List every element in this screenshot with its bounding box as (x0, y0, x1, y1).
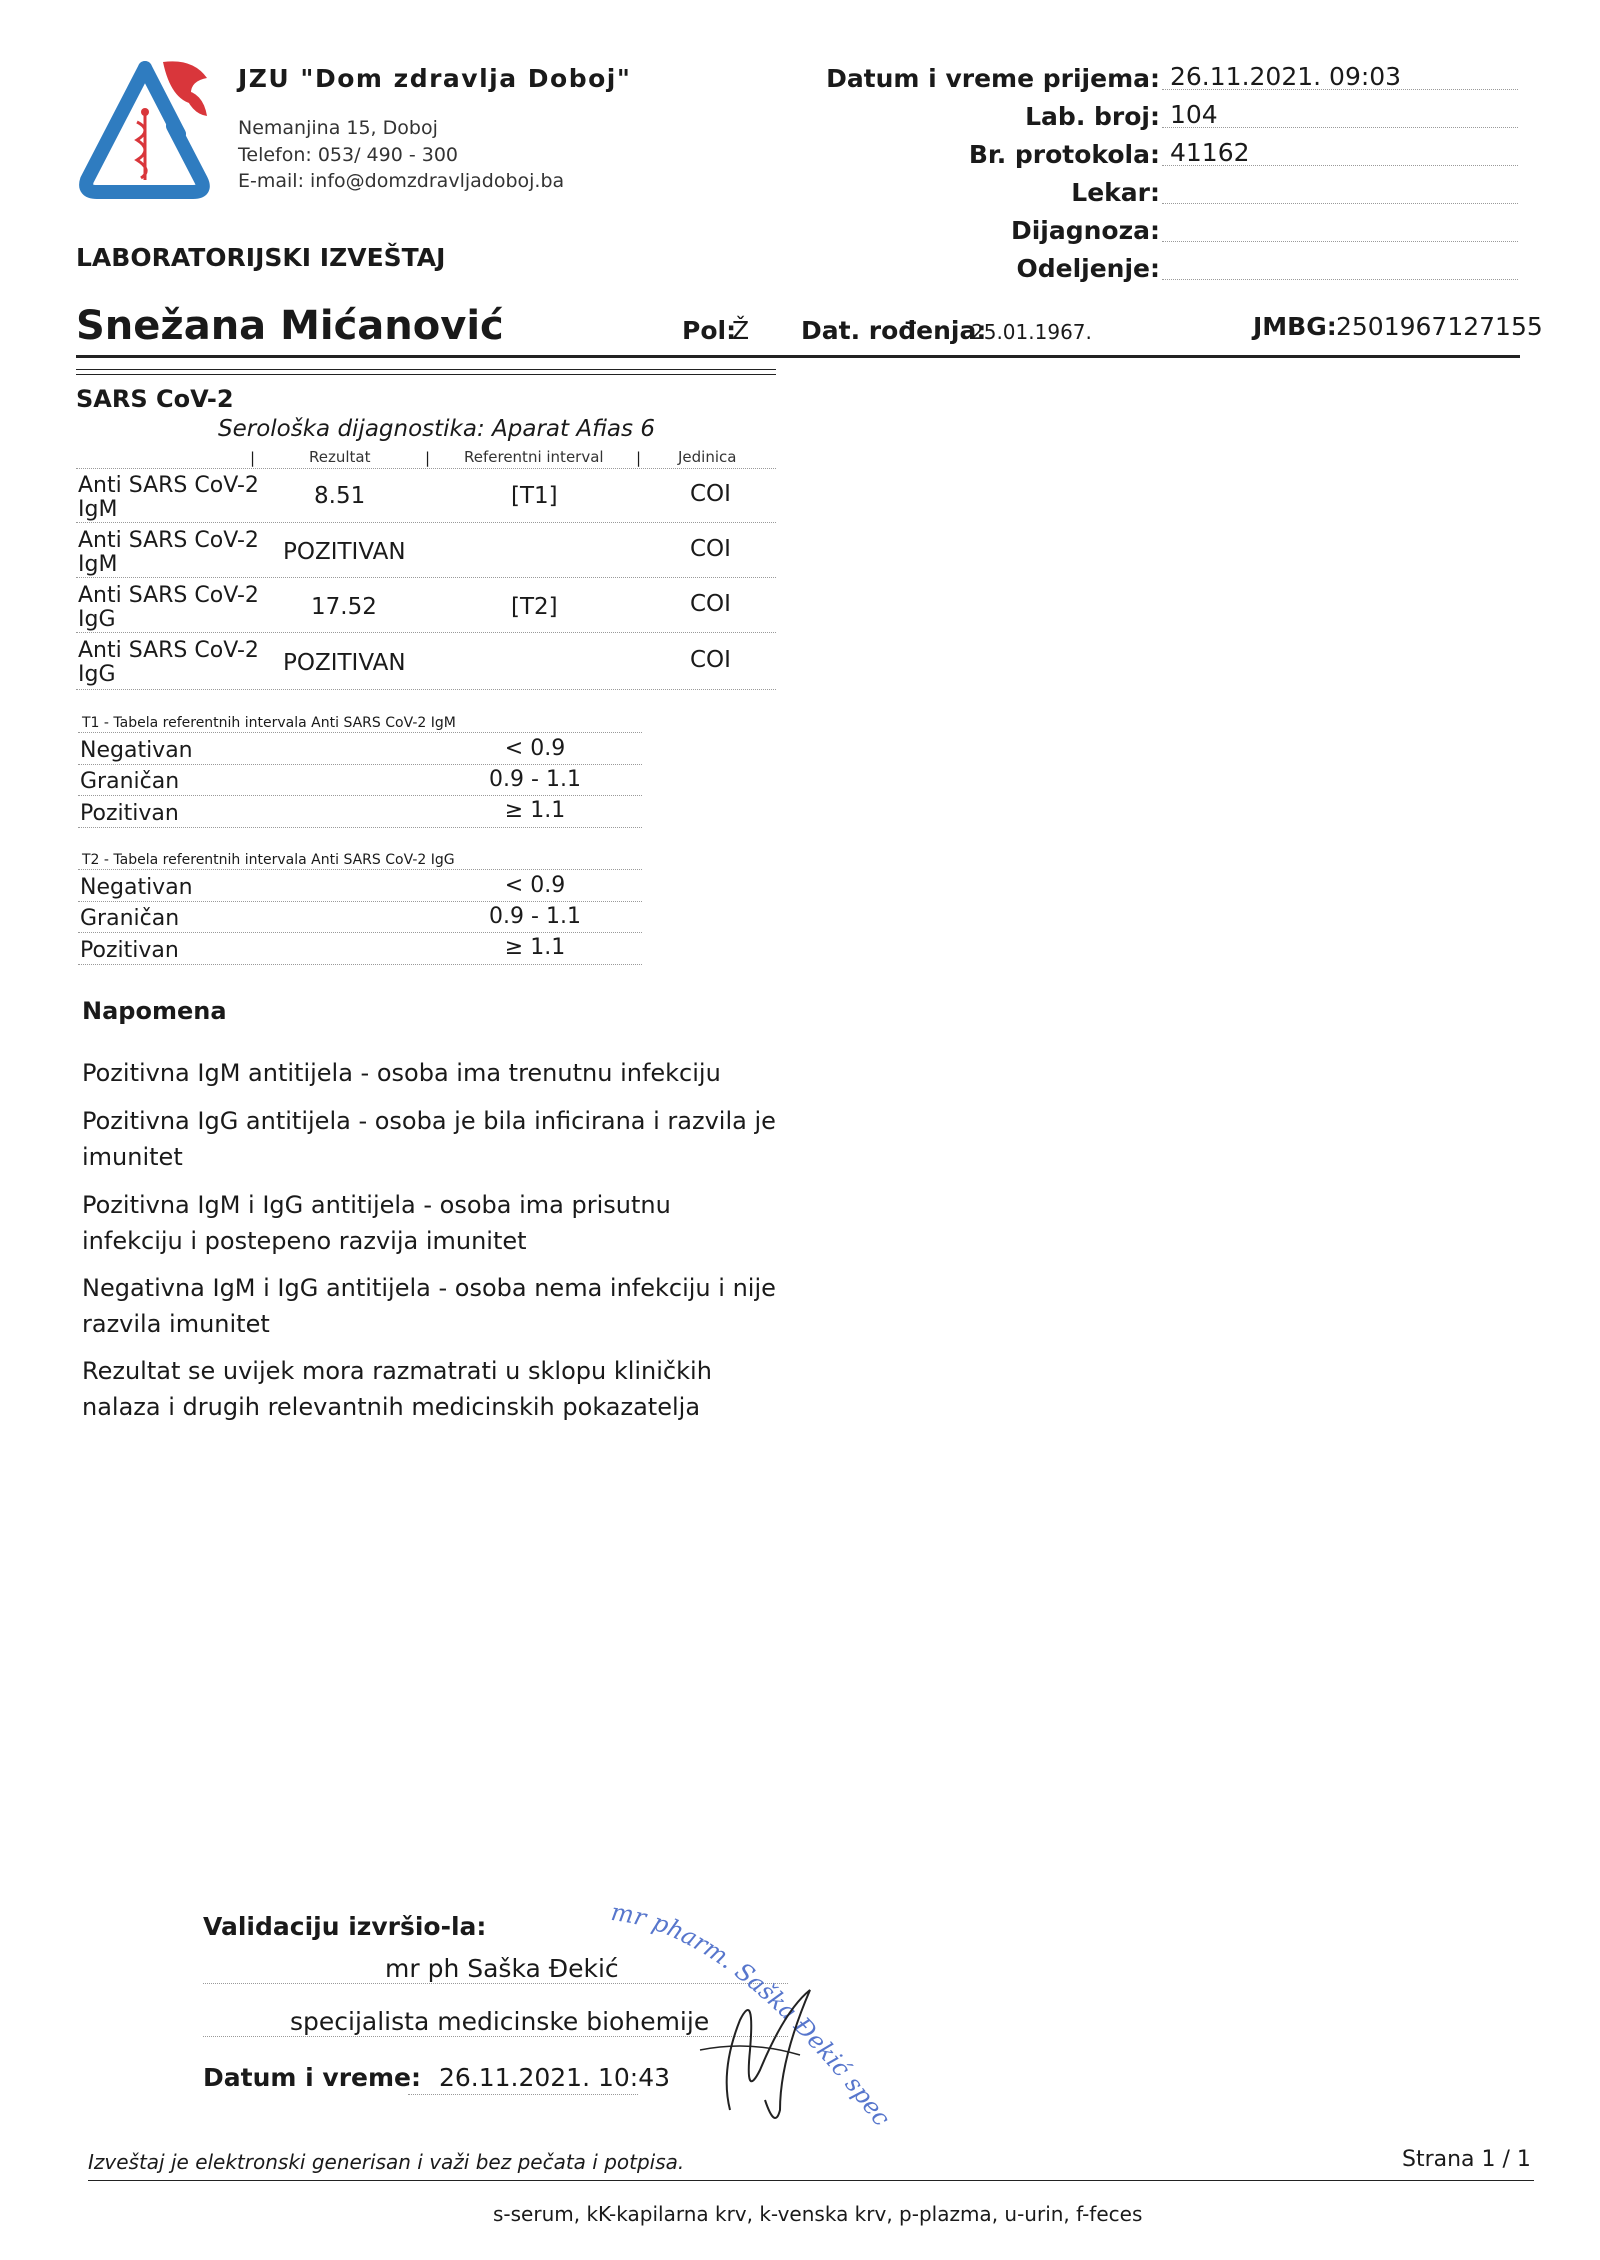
reference-table-caption: T2 - Tabela referentnih intervala Anti SARS CoV-2 IgG (82, 852, 455, 868)
reference-row-label: Graničan (80, 769, 180, 794)
stamp-and-signature (580, 1900, 910, 2150)
note-item: Rezultat se uvijek mora razmatrati u sklopu kliničkih nalaza i drugih relevantnih medicinskih pokazatelja (82, 1357, 712, 1421)
admission-value: 26.11.2021. 09:03 (1170, 62, 1402, 91)
validator-name: mr ph Saška Đekić (385, 1954, 619, 1983)
dob-label: Dat. rođenja: (801, 316, 987, 345)
organization-phone: Telefon: 053/ 490 - 300 (238, 144, 459, 166)
sex-label: Pol: (682, 316, 737, 345)
divider (78, 932, 642, 933)
reference-row-value: 0.9 - 1.1 (489, 767, 581, 792)
page-number: Strana 1 / 1 (1402, 2147, 1531, 2172)
validation-heading: Validaciju izvršio-la: (203, 1912, 487, 1941)
column-header-result: Rezultat (309, 448, 371, 466)
result-row-value: 8.51 (314, 483, 366, 509)
divider (1162, 89, 1518, 90)
divider (76, 522, 776, 523)
note-item: Negativna IgM i IgG antitijela - osoba nema infekciju i nije razvila imunitet (82, 1274, 776, 1338)
column-separator: | (250, 449, 256, 467)
reference-row-value: 0.9 - 1.1 (489, 904, 581, 929)
notes-heading: Napomena (82, 997, 227, 1025)
result-row-value: 17.52 (311, 594, 377, 620)
divider (76, 369, 776, 370)
divider (76, 355, 1520, 358)
divider (76, 374, 776, 375)
reference-row-value: < 0.9 (504, 736, 566, 761)
protocol-value: 41162 (1170, 138, 1250, 167)
reference-row-value: ≥ 1.1 (504, 935, 566, 960)
organization-email: E-mail: info@domzdravljadoboj.ba (238, 170, 565, 192)
department-label: Odeljenje: (1016, 254, 1160, 283)
note-item: Pozitivna IgM i IgG antitijela - osoba ima prisutnu infekciju i postepeno razvija imunitet (82, 1191, 671, 1255)
protocol-label: Br. protokola: (968, 140, 1160, 169)
organization-name: JZU "Dom zdravlja Doboj" (238, 64, 632, 93)
dob-value: 25.01.1967. (971, 320, 1092, 344)
reference-row-value: < 0.9 (504, 873, 566, 898)
note-item: Pozitivna IgG antitijela - osoba je bila inficirana i razvila je imunitet (82, 1107, 776, 1171)
patient-name: Snežana Mićanović (76, 303, 504, 349)
reference-table-caption: T1 - Tabela referentnih intervala Anti SARS CoV-2 IgM (82, 715, 456, 731)
reference-row-value: ≥ 1.1 (504, 798, 566, 823)
caduceus-logo-icon (75, 60, 215, 210)
validation-datetime-label: Datum i vreme: (203, 2063, 421, 2092)
sample-legend: s-serum, kK-kapilarna krv, k-venska krv, p-plazma, u-urin, f-feces (493, 2202, 1143, 2226)
result-row-value: POZITIVAN (283, 539, 406, 565)
result-row-name: Anti SARS CoV-2 IgG (78, 583, 259, 632)
jmbg-value: 2501967127155 (1336, 312, 1543, 341)
result-row-name: Anti SARS CoV-2 IgM (78, 473, 259, 522)
section-subtitle: Serološka dijagnostika: Aparat Afias 6 (218, 416, 655, 442)
divider (88, 2180, 1534, 2181)
report-title: LABORATORIJSKI IZVEŠTAJ (76, 243, 446, 272)
sex-value: Ž (732, 316, 750, 345)
footer-note: Izveštaj je elektronski generisan i važi bez pečata i potpisa. (88, 2150, 685, 2174)
divider (78, 795, 642, 796)
result-row-name: Anti SARS CoV-2 IgM (78, 528, 259, 577)
divider (78, 964, 642, 965)
result-row-reference: [T1] (511, 483, 558, 509)
divider (76, 632, 776, 633)
column-separator: | (636, 449, 642, 467)
divider (1162, 203, 1518, 204)
section-title: SARS CoV-2 (76, 385, 234, 413)
organization-address: Nemanjina 15, Doboj (238, 117, 438, 139)
svg-text:mr pharm. Saška Đekić spec. me (580, 1900, 896, 2131)
reference-row-label: Negativan (80, 738, 193, 763)
divider (1162, 279, 1518, 280)
result-row-reference: [T2] (511, 594, 558, 620)
admission-label: Datum i vreme prijema: (826, 64, 1160, 93)
validation-datetime-value: 26.11.2021. 10:43 (438, 2063, 671, 2092)
result-row-name: Anti SARS CoV-2 IgG (78, 638, 259, 687)
diagnosis-label: Dijagnoza: (1010, 216, 1160, 245)
validator-title: specijalista medicinske biohemije (290, 2007, 710, 2036)
stamp-text: mr pharm. Saška Đekić spec (609, 1900, 896, 2132)
jmbg-label: JMBG: (1253, 312, 1337, 341)
lab-number-label: Lab. broj: (1025, 102, 1160, 131)
result-row-unit: COI (690, 481, 731, 507)
lab-number-value: 104 (1170, 100, 1218, 129)
divider (1162, 241, 1518, 242)
result-row-unit: COI (690, 591, 731, 617)
divider (78, 869, 642, 870)
divider (1162, 127, 1518, 128)
divider (76, 577, 776, 578)
divider (78, 827, 642, 828)
column-separator: | (425, 449, 431, 467)
reference-row-label: Graničan (80, 906, 180, 931)
column-header-reference: Referentni interval (464, 448, 604, 466)
result-row-unit: COI (690, 647, 731, 673)
reference-row-label: Pozitivan (80, 938, 179, 963)
reference-row-label: Negativan (80, 875, 193, 900)
doctor-label: Lekar: (1071, 178, 1160, 207)
divider (76, 689, 776, 690)
divider (78, 732, 642, 733)
divider (1162, 165, 1518, 166)
column-header-unit: Jedinica (678, 448, 737, 466)
divider (76, 468, 776, 469)
divider (78, 901, 642, 902)
result-row-value: POZITIVAN (283, 650, 406, 676)
divider (78, 764, 642, 765)
result-row-unit: COI (690, 536, 731, 562)
note-item: Pozitivna IgM antitijela - osoba ima trenutnu infekciju (82, 1059, 721, 1087)
reference-row-label: Pozitivan (80, 801, 179, 826)
